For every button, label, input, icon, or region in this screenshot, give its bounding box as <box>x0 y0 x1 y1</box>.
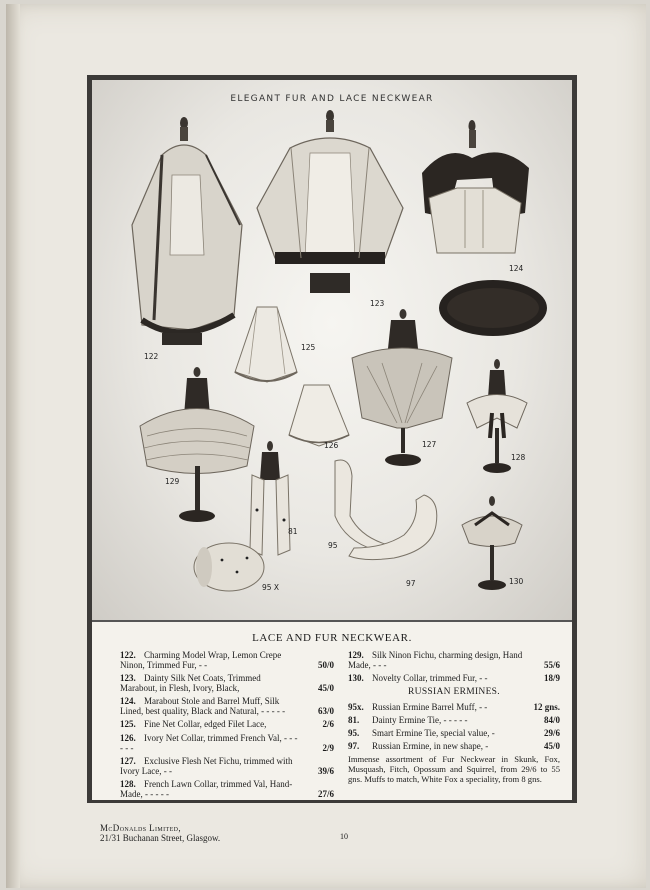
entry-description: Ivory Net Collar, trimmed French Val, - - - - - - <box>120 732 298 753</box>
publisher-address: 21/31 Buchanan Street, Glasgow. <box>100 833 221 844</box>
catalog-entry <box>348 715 560 725</box>
russian-ermines-heading: RUSSIAN ERMINES. <box>408 687 500 698</box>
item-127-flesh-fichu-illustration <box>347 308 457 473</box>
entry-number: 81. <box>348 714 360 725</box>
catalog-entry <box>120 696 334 716</box>
entry-description: Silk Ninon Fichu, charming design, Hand Made, - - - <box>348 650 523 671</box>
catalog-entry <box>120 673 334 693</box>
entry-description: Dainty Ermine Tie, - - - - - <box>372 714 468 725</box>
entry-number: 125. <box>120 719 136 730</box>
entry-description: Russian Ermine, in new shape, - <box>372 741 489 752</box>
entry-price: 50/0 <box>317 660 334 671</box>
label-123: 123 <box>370 299 385 308</box>
label-129: 129 <box>165 477 180 486</box>
entry-description: Dainty Silk Net Coats, Trimmed Marabout, in Flesh, Ivory, Black, <box>120 673 261 694</box>
catalog-entry <box>120 650 334 670</box>
catalog-entry <box>348 673 560 683</box>
catalog-left-column <box>120 650 334 802</box>
item-97-russian-ermine-illustration <box>344 490 444 570</box>
item-95x-ermine-barrel-muff-illustration <box>192 540 267 595</box>
entry-description: Charming Model Wrap, Lemon Crepe Ninon, Trimmed Fur, - - <box>120 650 282 671</box>
entry-description: French Lawn Collar, trimmed Val, Hand-Made, - - - - - <box>120 778 293 799</box>
catalog-listing <box>92 620 572 800</box>
catalog-entry <box>120 719 334 729</box>
entry-price: 39/6 <box>317 765 334 776</box>
entry-price: 2/6 <box>322 719 334 730</box>
entry-description: Exclusive Flesh Net Fichu, trimmed with Ivory Lace, - - <box>120 755 293 776</box>
label-130: 130 <box>509 577 524 586</box>
label-95: 95 <box>328 541 338 550</box>
label-122: 122 <box>144 352 159 361</box>
entry-price: 55/6 <box>543 660 560 671</box>
entry-number: 127. <box>120 755 136 766</box>
entry-number: 130. <box>348 673 364 684</box>
entry-price: 45/0 <box>543 741 560 752</box>
catalog-entry <box>348 702 560 712</box>
entry-number: 124. <box>120 696 136 707</box>
catalog-title: LACE AND FUR NECKWEAR. <box>252 632 412 644</box>
entry-price: 2/9 <box>322 742 334 753</box>
entry-description: Marabout Stole and Barrel Muff, Silk Lined, best quality, Black and Natural, - - - - - <box>120 696 286 717</box>
page-number: 10 <box>340 832 348 841</box>
photo-plate <box>92 80 572 620</box>
entry-description: Fine Net Collar, edged Filet Lace, <box>144 719 267 730</box>
label-124: 124 <box>509 264 524 273</box>
label-125: 125 <box>301 343 316 352</box>
entry-description: Smart Ermine Tie, special value, - <box>372 728 495 739</box>
entry-number: 123. <box>120 673 136 684</box>
illustration-frame <box>87 75 577 803</box>
entry-number: 128. <box>120 778 136 789</box>
catalog-entry <box>120 779 334 799</box>
catalog-entry <box>120 756 334 776</box>
entry-number: 95x. <box>348 701 364 712</box>
entry-price: 63/0 <box>317 706 334 717</box>
entry-price: 12 gns. <box>533 701 560 712</box>
catalog-right-column <box>348 650 560 785</box>
item-124-marabout-stole-illustration <box>417 118 532 263</box>
publisher-imprint <box>100 823 220 844</box>
catalog-entry <box>120 733 334 753</box>
entry-description: Russian Ermine Barrel Muff, - - <box>372 701 488 712</box>
publisher-name: McDonalds Limited, <box>100 823 182 833</box>
catalog-entry <box>348 741 560 751</box>
entry-number: 95. <box>348 728 360 739</box>
catalog-entry <box>348 650 560 670</box>
catalog-entry <box>348 728 560 738</box>
entry-price: 27/6 <box>317 788 334 799</box>
entry-number: 122. <box>120 650 136 660</box>
entry-number: 97. <box>348 741 360 752</box>
item-123-net-coat-illustration <box>255 108 405 323</box>
label-127: 127 <box>422 440 437 449</box>
label-126: 126 <box>324 441 339 450</box>
entry-price: 29/6 <box>543 728 560 739</box>
entry-price: 84/0 <box>543 714 560 725</box>
label-97: 97 <box>406 579 416 588</box>
entry-number: 129. <box>348 650 364 660</box>
entry-price: 45/0 <box>317 683 334 694</box>
entry-number: 126. <box>120 732 136 743</box>
label-128: 128 <box>511 453 526 462</box>
entry-price: 18/9 <box>543 673 560 684</box>
plate-title: ELEGANT FUR AND LACE NECKWEAR <box>230 94 434 104</box>
fur-assortment-note: Immense assortment of Fur Neckwear in Skunk, Fox, Musquash, Fitch, Opossum and Squirrel, from 29/6 to 55 gns. Muffs to match, White Fox a speciality, from 8 gns. <box>348 754 560 784</box>
entry-description: Novelty Collar, trimmed Fur, - - <box>372 673 488 684</box>
label-95x: 95 X <box>262 583 280 592</box>
label-81: 81 <box>288 527 298 536</box>
page-binding-edge <box>6 4 20 888</box>
